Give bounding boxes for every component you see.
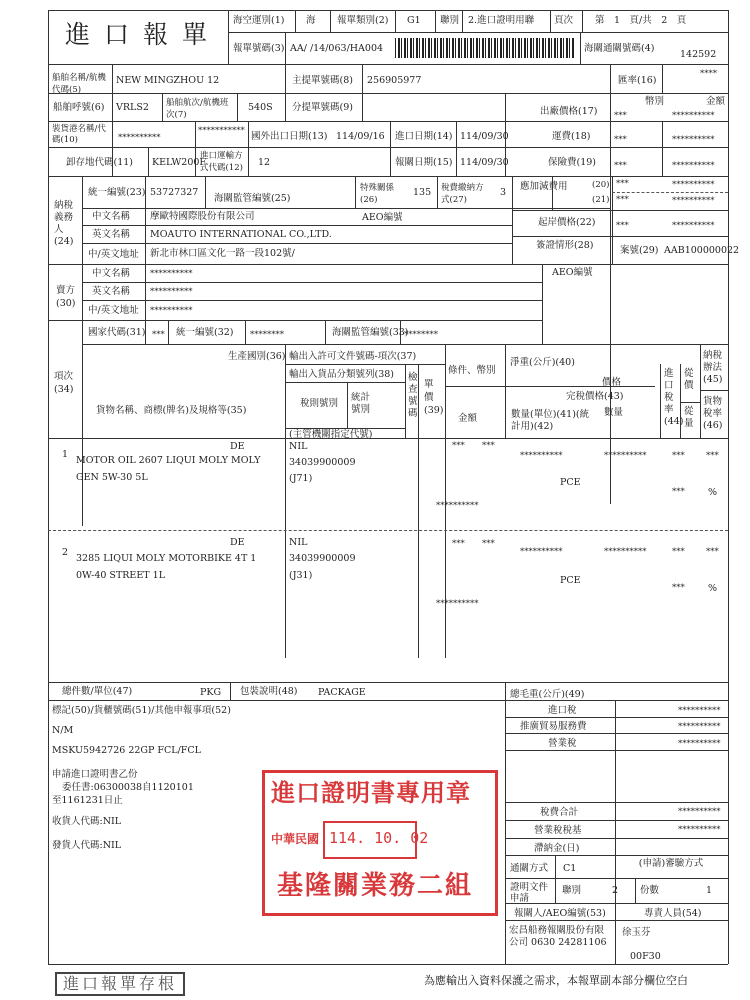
item-duty: ***	[672, 547, 685, 557]
fx-value: ****	[700, 69, 717, 79]
pkg-desc-label: 包裝說明(48)	[240, 686, 298, 697]
transport-label: 海空運別(1)	[233, 15, 285, 26]
seller-country: ***	[152, 330, 165, 340]
export-price-label: 出廠價格(17)	[540, 106, 598, 117]
insurance-currency: ***	[614, 161, 627, 171]
item-designated: (J71)	[289, 473, 313, 484]
importer-side-label: 納稅義務人(24)	[54, 200, 74, 247]
apply-label: (申請)審驗方式	[638, 858, 704, 869]
seller-side-label: 賣方(30)	[56, 285, 76, 309]
page-title: 進口報單	[65, 20, 222, 49]
container-no: MSKU5942726 22GP FCL/FCL	[52, 745, 201, 756]
designated-header: (主管機關指定代號)	[289, 429, 373, 440]
copy-label: 聯別	[440, 15, 460, 26]
tax-total-label: 稅費合計	[540, 807, 579, 818]
ad-valorem-header: 從價	[684, 368, 694, 391]
item-goods-tax-b: %	[708, 583, 718, 594]
terms-header: 條件、幣別	[448, 365, 496, 376]
item-value: **********	[604, 547, 647, 557]
clearance-label: 通關方式	[510, 863, 549, 874]
adjust-label: 應加減費用	[520, 181, 568, 192]
item-desc-line2: GEN 5W-30 5L	[76, 472, 148, 483]
cert-copy-value: 2	[612, 885, 619, 896]
origin-header: 生產國別(36)	[228, 351, 286, 362]
add-item-no: (20)	[592, 180, 610, 190]
bt-base-value: **********	[678, 825, 721, 835]
decl-no-value: AA/ /14/063/HA004	[290, 43, 384, 54]
house-bl-label: 分提單號碼(9)	[292, 102, 353, 113]
importer-en-name-label: 英文名稱	[92, 229, 131, 240]
goods-tax-header: 貨物稅率(46)	[703, 396, 723, 431]
importer-aeo-label: AEO編號	[362, 212, 403, 223]
copy-value: 2.進口證明用聯	[468, 15, 535, 26]
cif-currency: ***	[616, 221, 629, 231]
import-date-label: 進口日期(14)	[395, 131, 453, 142]
transport-mode-label: 進口運輸方式代碼(12)	[200, 151, 243, 173]
amount-label: 金額	[706, 96, 726, 107]
barcode	[395, 38, 575, 58]
specific-header: 從量	[684, 406, 694, 429]
customs-code-value: 142592	[680, 49, 717, 60]
item-hs-code: 34039900009	[289, 457, 356, 468]
desc-header: 貨物名稱、商標(牌名)及規格等(35)	[96, 405, 247, 416]
item-net-weight: **********	[520, 451, 563, 461]
item-terms-a: ***	[452, 441, 465, 451]
unit-price-header: 單價(39)	[424, 379, 444, 416]
seller-country-label: 國家代碼(31)	[88, 327, 146, 338]
insurance-amount: **********	[672, 161, 715, 171]
copies-label: 份數	[640, 885, 660, 896]
insurance-label: 保險費(19)	[548, 157, 597, 168]
bt-base-label: 營業稅稅基	[534, 825, 582, 836]
page-number: 第 1 頁/共 2 頁	[595, 15, 687, 26]
type-value: G1	[407, 15, 421, 26]
export-price-currency: ***	[614, 111, 627, 121]
tax-method-label: 稅費繳納方式(27)	[441, 183, 484, 205]
stamp-date: 114. 10. 02	[329, 829, 429, 847]
customs-code-label: 海關通關號碼(4)	[584, 43, 655, 54]
loading-port-label: 裝貨港名稱/代碼(10)	[52, 124, 106, 145]
declare-date-label: 報關日期(15)	[395, 157, 453, 168]
transport-mode-value: 12	[258, 157, 271, 168]
business-tax-value: **********	[678, 739, 721, 749]
tax-method-value: 3	[500, 187, 507, 198]
amount-header: 金額	[458, 413, 478, 424]
item-origin: DE	[230, 441, 245, 452]
declare-date-value: 114/09/30	[460, 157, 509, 168]
pkg-desc-value: PACKAGE	[318, 687, 366, 698]
shipper-code: 發貨人代碼:NIL	[52, 840, 122, 851]
price-header: 價格	[602, 377, 622, 388]
item-no: 1	[62, 449, 69, 460]
item-terms-a: ***	[452, 539, 465, 549]
marks-label: 標記(50)/貨櫃號碼(51)/其他申報事項(52)	[52, 705, 231, 716]
value-header: 完稅價格(43)	[566, 391, 624, 402]
seller-address: **********	[150, 306, 193, 316]
broker-label: 報關人/AEO編號(53)	[514, 908, 606, 919]
qty-header: 數量(單位)(41)(統計用)(42)	[511, 409, 590, 432]
tax-method-header: 納稅辦法(45)	[703, 350, 723, 385]
importer-cn-name: 摩歐特國際股份有限公司	[150, 211, 255, 222]
seller-uid-label: 統一編號(32)	[176, 327, 234, 338]
importer-en-name: MOAUTO INTERNATIONAL CO.,LTD.	[150, 229, 332, 240]
net-weight-header: 淨重(公斤)(40)	[510, 357, 575, 368]
export-date-value: 114/09/16	[336, 131, 385, 142]
cif-label: 起岸價格(22)	[538, 217, 596, 228]
importer-customs-reg-label: 海關監管編號(25)	[214, 193, 291, 204]
import-duty-label: 進口稅	[548, 705, 577, 716]
item-tax-method: ***	[706, 547, 719, 557]
special-relation-value: 135	[413, 187, 432, 198]
page-label: 頁次	[554, 15, 574, 26]
footer-left-mark: 進口報單存根	[55, 972, 185, 996]
consignee-code: 收貨人代碼:NIL	[52, 816, 122, 827]
item-designated: (J31)	[289, 570, 313, 581]
item-desc-line1: 3285 LIQUI MOLY MOTORBIKE 4T 1	[76, 553, 257, 564]
stamp-top-text: 進口證明書專用章	[271, 778, 471, 807]
discharge-label: 卸存地代碼(11)	[66, 157, 134, 168]
item-unit: PCE	[560, 575, 581, 586]
duty-header: 進口稅率(44)	[664, 368, 684, 427]
promo-fee-value: **********	[678, 722, 721, 732]
importer-uid-label: 統一編號(23)	[88, 187, 146, 198]
call-sign-label: 船舶呼號(6)	[53, 102, 105, 113]
voyage-label: 船舶航次/航機班次(7)	[166, 98, 229, 120]
item-tax-method: ***	[706, 451, 719, 461]
quantity-header: 數量	[604, 407, 624, 418]
specialist-name: 徐玉芬	[622, 927, 651, 938]
discharge-value: KELW200F	[152, 157, 207, 168]
export-price-amount: **********	[672, 111, 715, 121]
stamp-date-prefix: 中華民國	[271, 832, 320, 846]
freight-label: 運費(18)	[552, 131, 591, 142]
item-value: **********	[604, 451, 647, 461]
item-origin: DE	[230, 537, 245, 548]
import-date-value: 114/09/30	[460, 131, 509, 142]
item-no: 2	[62, 547, 69, 558]
master-bl-value: 256905977	[367, 75, 422, 86]
remark-line2: 委任書:06300038自1120101	[62, 782, 194, 793]
item-desc-line2: 0W-40 STREET 1L	[76, 570, 166, 581]
check-header: 檢查號碼	[408, 372, 418, 419]
seller-en-name: **********	[150, 287, 193, 297]
item-unit: PCE	[560, 477, 581, 488]
importer-address: 新北市林口區文化一路一段102號/	[150, 248, 295, 259]
business-tax-label: 營業稅	[548, 738, 577, 749]
permit-header: 輸出入許可文件號碼-項次(37)	[289, 351, 417, 362]
tax-total-value: **********	[678, 807, 721, 817]
item-hs-code: 34039900009	[289, 553, 356, 564]
item-amount: **********	[436, 599, 479, 609]
seller-address-label: 中/英文地址	[88, 305, 139, 316]
import-duty-value: **********	[678, 706, 721, 716]
clearance-value: C1	[563, 863, 577, 874]
cif-amount: **********	[672, 221, 715, 231]
sign-label: 簽證情形(28)	[536, 240, 594, 251]
item-no-header: 項次(34)	[54, 371, 74, 395]
loading-port-code: ***********	[198, 126, 245, 136]
cert-label: 證明文件申請	[510, 882, 549, 904]
currency-label: 幣別	[645, 96, 665, 107]
broker-code: 00F30	[630, 951, 661, 962]
stamp-bottom-text: 基隆關業務二組	[277, 871, 474, 901]
seller-customs-reg-label: 海關監管編號(33)	[332, 327, 409, 338]
pkg-unit: PKG	[200, 687, 222, 698]
pkg-count-label: 總件數/單位(47)	[62, 686, 133, 697]
seller-aeo-label: AEO編號	[552, 267, 593, 278]
seller-uid: ********	[250, 330, 284, 340]
stat-header: 統計號別	[351, 392, 371, 415]
footer-note: 為應輸出入資料保護之需求，本報單副本部分欄位空白	[424, 974, 688, 987]
seller-customs-reg: ********	[404, 330, 438, 340]
call-sign-value: VRLS2	[116, 102, 149, 113]
item-amount: **********	[436, 501, 479, 511]
master-bl-label: 主提單號碼(8)	[292, 75, 353, 86]
seller-en-name-label: 英文名稱	[92, 286, 131, 297]
item-duty: ***	[672, 451, 685, 461]
certification-stamp	[262, 770, 498, 916]
case-label: 案號(29)	[620, 245, 659, 256]
vessel-value: NEW MINGZHOU 12	[116, 75, 220, 86]
freight-currency: ***	[614, 135, 627, 145]
importer-cn-name-label: 中文名稱	[92, 211, 131, 222]
copies-value: 1	[706, 885, 713, 896]
sub-item-no: (21)	[592, 195, 610, 205]
export-date-label: 國外出口日期(13)	[251, 131, 328, 142]
item-terms-b: ***	[482, 441, 495, 451]
broker-name: 宏昌船務報關股份有限公司 0630 24281106	[509, 925, 607, 948]
marks-value: N/M	[52, 725, 74, 736]
sub-currency: ***	[616, 195, 629, 205]
item-desc-line1: MOTOR OIL 2607 LIQUI MOLY MOLY	[76, 455, 261, 466]
loading-port-value: **********	[118, 133, 161, 143]
item-net-weight: **********	[520, 547, 563, 557]
item-goods-tax-a: ***	[672, 583, 685, 593]
add-amount: **********	[672, 180, 715, 190]
vessel-label: 船舶名稱/航機代碼(5)	[52, 73, 106, 95]
item-permit: NIL	[289, 441, 308, 452]
case-value: AAB100000022	[664, 245, 740, 256]
special-relation-label: 特殊關係(26)	[360, 183, 395, 205]
cert-copy-label: 聯別	[562, 885, 582, 896]
promo-fee-label: 推廣貿易服務費	[520, 721, 587, 732]
late-fee-label: 滯納金(日)	[534, 843, 580, 854]
seller-cn-name-label: 中文名稱	[92, 268, 131, 279]
type-label: 報單類別(2)	[337, 15, 389, 26]
remark-line1: 申請進口證明書乙份	[52, 769, 138, 780]
voyage-value: 540S	[248, 102, 273, 113]
tariff-header: 稅則號別	[300, 398, 339, 409]
gross-weight-label: 總毛重(公斤)(49)	[510, 689, 585, 700]
remark-line3: 至1161231日止	[52, 795, 123, 806]
freight-amount: **********	[672, 135, 715, 145]
add-currency: ***	[616, 179, 629, 189]
class-header: 輸出入貨品分類號列(38)	[289, 369, 395, 380]
fx-label: 匯率(16)	[618, 75, 657, 86]
specialist-label: 專責人員(54)	[644, 908, 702, 919]
seller-cn-name: **********	[150, 269, 193, 279]
item-terms-b: ***	[482, 539, 495, 549]
sub-amount: **********	[672, 196, 715, 206]
importer-uid-value: 53727327	[150, 187, 199, 198]
importer-address-label: 中/英文地址	[88, 249, 139, 260]
item-goods-tax-a: ***	[672, 487, 685, 497]
item-permit: NIL	[289, 537, 308, 548]
decl-no-label: 報單號碼(3)	[233, 43, 285, 54]
item-goods-tax-b: %	[708, 487, 718, 498]
transport-value: 海	[306, 15, 316, 26]
